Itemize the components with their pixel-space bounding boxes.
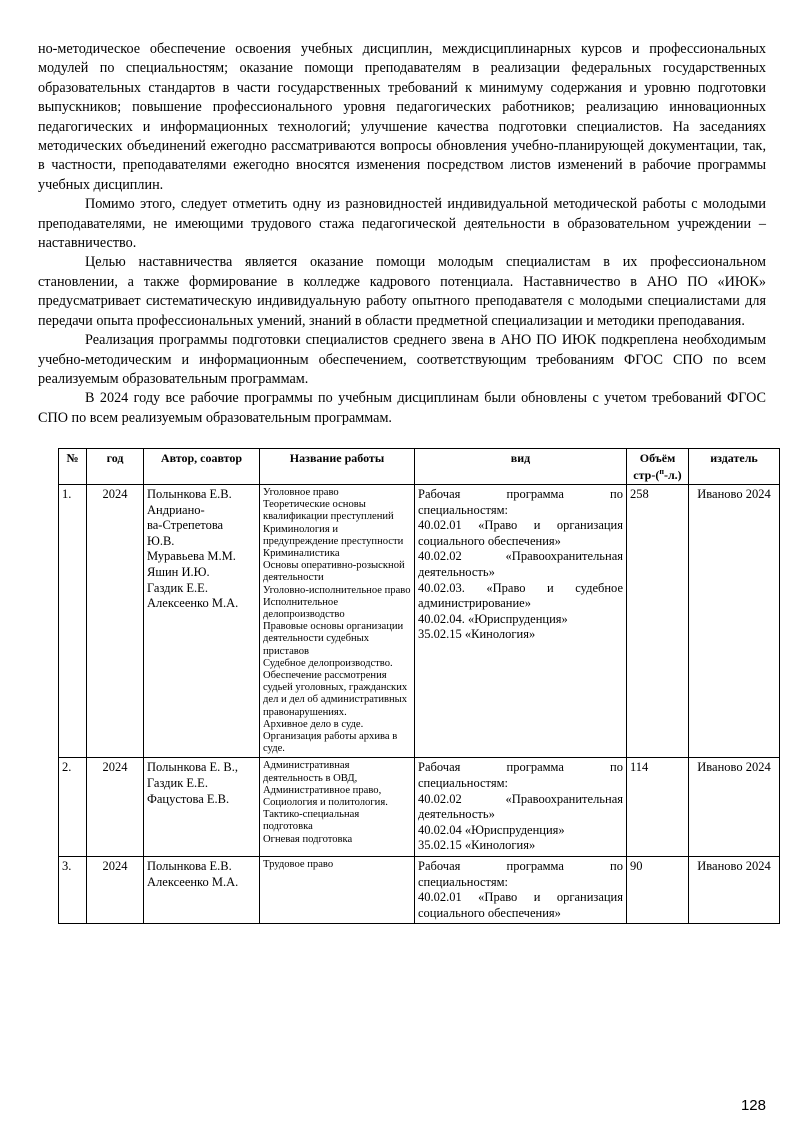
cell-publisher: Иваново 2024 — [689, 485, 780, 758]
author-line: Газдик Е.Е. — [147, 580, 208, 595]
kind-line: 40.02.02 «Правоохранительная деятельность» — [418, 549, 623, 579]
cell-year: 2024 — [87, 485, 144, 758]
work-title: Обеспечение рассмотрения судьей уголовных, гражданских дел и дел об административных правонарушениях. — [263, 670, 408, 718]
kind-line: Рабочая программа по специальностям: — [418, 487, 623, 517]
author-line: Алексеенко М.А. — [147, 874, 239, 889]
table-row — [59, 485, 780, 758]
author-line: Полынкова Е. В., — [147, 760, 239, 775]
work-title: Теоретические основы квалификации преступлений — [263, 499, 394, 523]
cell-kind — [415, 758, 627, 857]
paragraph: Помимо этого, следует отметить одну из разновидностей индивидуальной методической работы с молодыми преподавателями, не имеющими трудового стажа педагогической деятельности в образовательном учреждении – наставничество. — [38, 196, 766, 252]
author-line: Полынкова Е.В. — [147, 859, 232, 874]
kind-line: Рабочая программа по специальностям: — [418, 859, 623, 889]
table-row — [59, 758, 780, 857]
work-title: Огневая подготовка — [263, 833, 353, 845]
author-line: Газдик Е.Е. — [147, 776, 208, 791]
body-text — [38, 40, 766, 428]
kind-line: 40.02.01 «Право и организация социального обеспечения» — [418, 518, 623, 548]
header-author: Автор, соавтор — [144, 449, 260, 485]
work-title: Уголовное право — [263, 487, 339, 498]
cell-works — [260, 857, 415, 924]
work-title: Социология и политология. — [263, 797, 388, 809]
paragraph: Реализация программы подготовки специалистов среднего звена в АНО ПО ИЮК подкреплена необходимым учебно-методическим и информационным обеспечением, соответствующим требованиям ФГОС СПО по всем реализуемым образовательным программам. — [38, 332, 766, 387]
header-title: Название работы — [260, 449, 415, 485]
cell-num: 2. — [59, 758, 87, 857]
work-title: Тактико-специальная подготовка — [263, 809, 360, 833]
header-publisher: издатель — [689, 449, 780, 485]
author-line: ва-Стрепетова — [147, 518, 224, 533]
paragraph: Целью наставничества является оказание помощи молодым специалистам в их профессиональном становлении, а также формирование в колледже кадрового потенциала. Наставничество в АНО ПО «ИЮК» предусматривает систематическую индивидуальную работу опытного преподавателя с молодыми специалистами для передачи опыта профессиональных умений, знаний в области предметной специализации и методики преподавания. — [38, 254, 766, 329]
author-line: Андриано- — [147, 502, 205, 517]
work-title: Архивное дело в суде. — [263, 718, 364, 730]
kind-line: 40.02.02 «Правоохранительная деятельность» — [418, 791, 623, 822]
cell-volume: 90 — [627, 857, 689, 924]
work-title: Уголовно-исполнительное право — [263, 584, 411, 596]
work-title: Исполнительное делопроизводство — [263, 596, 345, 621]
kind-line: 40.02.04 «Юриспруденция» — [418, 822, 565, 837]
cell-num: 3. — [59, 857, 87, 924]
paragraph: но-методическое обеспечение освоения учебных дисциплин, междисциплинарных курсов и профессиональных модулей по специальностям; оказание помощи преподавателям в реализации федеральных государственных образовательных стандартов в части государственных требований к минимуму содержания и уровню подготовки выпускников; повышение профессионального уровня педагогических работников; реализацию инновационных педагогических и информационных технологий; улучшение качества подготовки специалистов. На заседаниях методических объединений ежегодно рассматриваются вопросы обновления учебно-планирующей документации, так, в частности, преподавателями ежегодно вносятся изменения посредством листов изменений в рабочие программы учебных дисциплин. — [38, 41, 766, 193]
page-number: 128 — [740, 1097, 766, 1114]
cell-works — [260, 758, 415, 857]
cell-year: 2024 — [87, 857, 144, 924]
author-line: Муравьева М.М. — [147, 549, 236, 564]
cell-authors — [144, 857, 260, 924]
work-title: Правовые основы организации деятельности судебных приставов — [263, 621, 404, 657]
kind-line: 35.02.15 «Кинология» — [418, 627, 536, 642]
header-kind: вид — [415, 449, 627, 485]
work-title: Административная деятельность в ОВД, — [263, 760, 358, 784]
cell-kind — [415, 857, 627, 924]
author-line: Фацустова Е.В. — [147, 791, 230, 806]
kind-line: 40.02.03. «Право и судебное администрирование» — [418, 580, 623, 611]
work-title: Криминалистика — [263, 548, 340, 560]
work-title: Административное право, — [263, 784, 382, 796]
header-year: год — [87, 449, 144, 485]
work-title: Криминология и предупреждение преступности — [263, 523, 404, 547]
cell-num: 1. — [59, 485, 87, 758]
kind-line: Рабочая программа по специальностям: — [418, 760, 623, 791]
cell-publisher: Иваново 2024 — [689, 857, 780, 924]
table-row — [59, 857, 780, 924]
header-volume: Объём стр-($^п$-л.) — [627, 449, 689, 485]
cell-works — [260, 485, 415, 758]
table-header-row — [59, 449, 780, 485]
author-line: Алексеенко М.А. — [147, 596, 239, 611]
kind-line: 40.02.01 «Право и организация социального обеспечения» — [418, 890, 623, 920]
author-line: Ю.В. — [147, 533, 175, 548]
header-num: № — [59, 449, 87, 485]
cell-volume: 114 — [627, 758, 689, 857]
cell-authors — [144, 485, 260, 758]
work-title: Судебное делопроизводство. — [263, 657, 393, 669]
programs-table — [58, 448, 780, 924]
work-title: Трудовое право — [263, 859, 334, 871]
cell-volume: 258 — [627, 485, 689, 758]
cell-publisher: Иваново 2024 — [689, 758, 780, 857]
cell-year: 2024 — [87, 758, 144, 857]
work-title: Основы оперативно-розыскной деятельности — [263, 560, 405, 584]
author-line: Яшин И.Ю. — [147, 564, 210, 579]
author-line: Полынкова Е.В. — [147, 487, 232, 501]
kind-line: 35.02.15 «Кинология» — [418, 838, 536, 853]
cell-authors — [144, 758, 260, 857]
cell-kind — [415, 485, 627, 758]
kind-line: 40.02.04. «Юриспруденция» — [418, 611, 568, 626]
paragraph: В 2024 году все рабочие программы по учебным дисциплинам были обновлены с учетом требований ФГОС СПО по всем реализуемым образовательным программам. — [38, 390, 766, 426]
work-title: Организация работы архива в суде. — [263, 731, 398, 755]
